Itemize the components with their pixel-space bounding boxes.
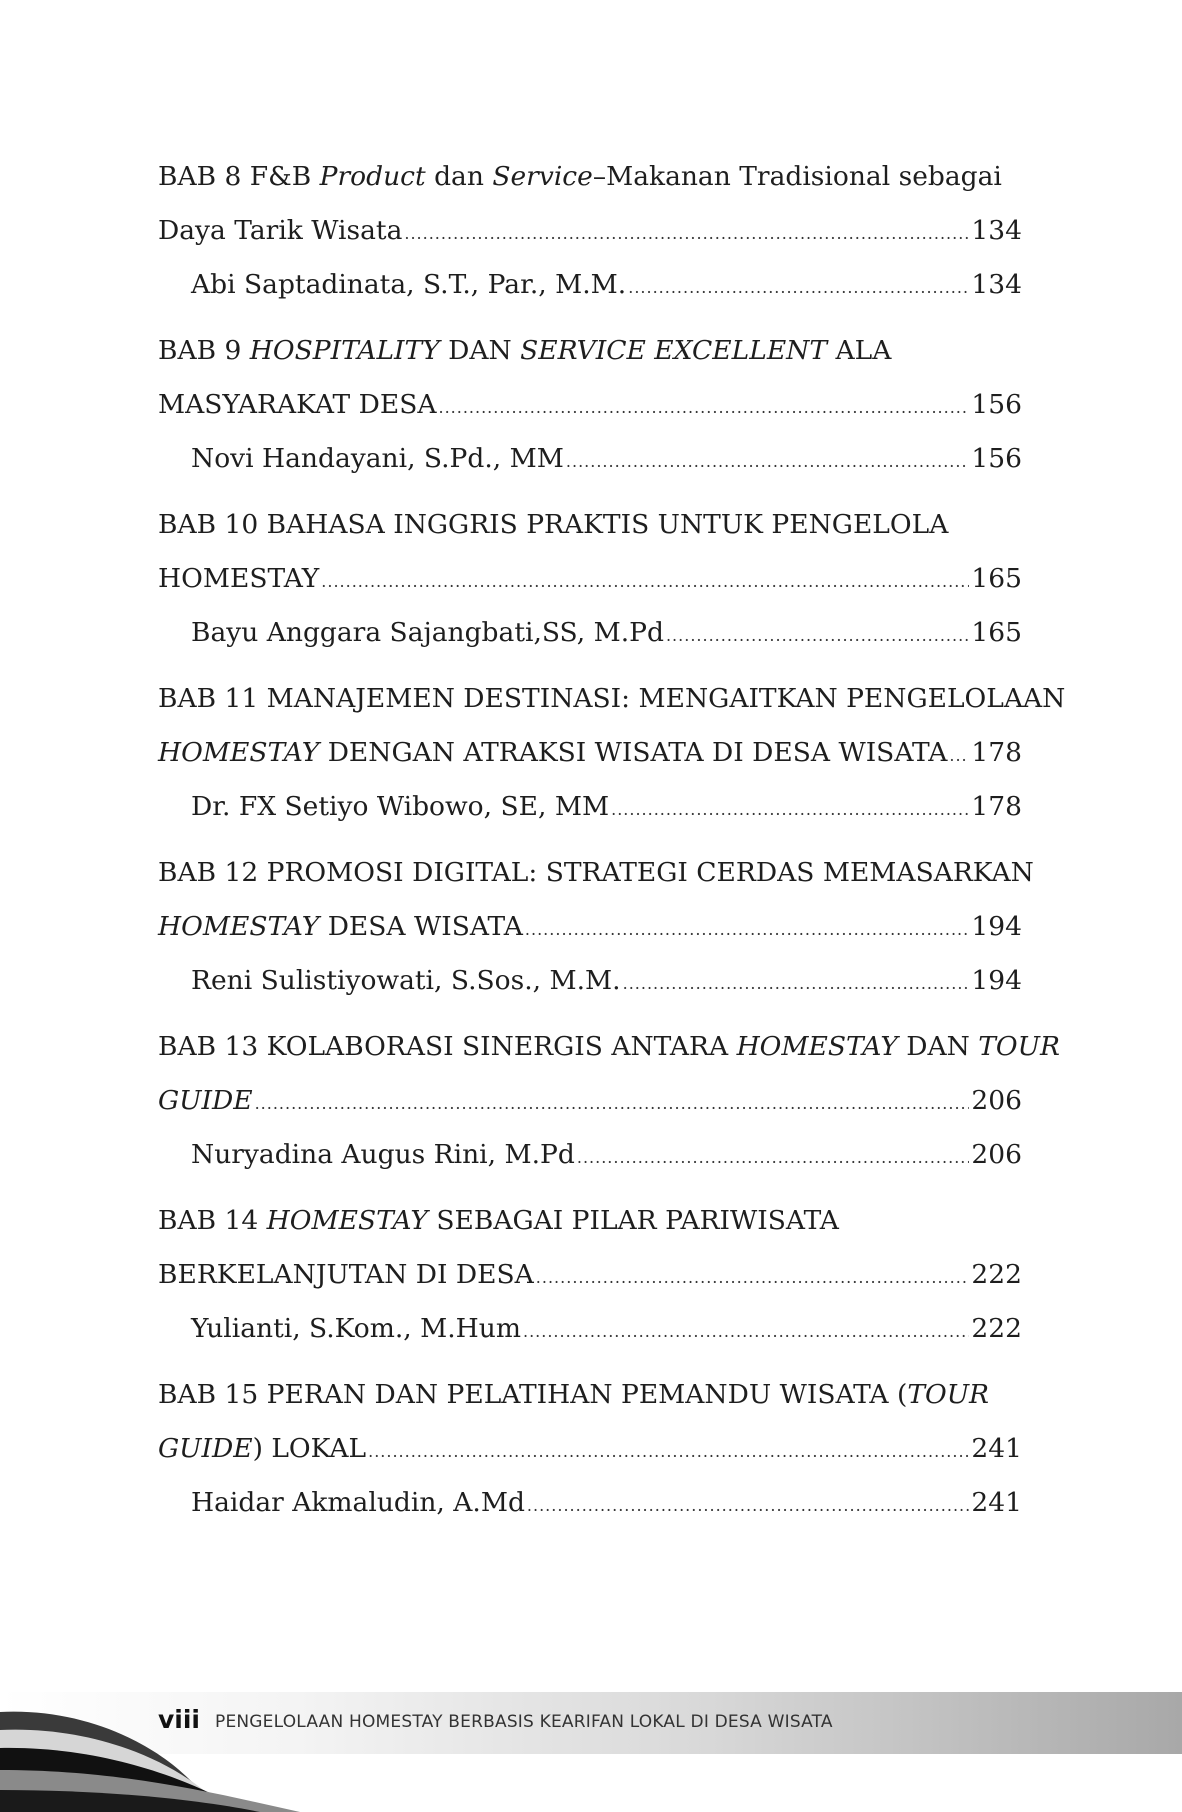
page-number: 206 bbox=[971, 1085, 1022, 1116]
page-number: 134 bbox=[971, 269, 1022, 300]
page-number: 165 bbox=[971, 617, 1022, 648]
toc-entry-bab-9 bbox=[158, 324, 1022, 486]
chapter-title-leader[interactable]: HOMESTAY DESA WISATA ..... 194 bbox=[158, 900, 1022, 954]
chapter-title-leader[interactable]: GUIDE) LOKAL ..... 241 bbox=[158, 1422, 1022, 1476]
page-number: 241 bbox=[971, 1433, 1022, 1464]
author-line[interactable]: Dr. FX Setiyo Wibowo, SE, MM ..... 178 bbox=[191, 780, 1022, 834]
chapter-title-leader[interactable]: Daya Tarik Wisata ..... 134 bbox=[158, 204, 1022, 258]
author-line[interactable]: Yulianti, S.Kom., M.Hum ..... 222 bbox=[191, 1302, 1022, 1356]
chapter-title-line: BAB 8 F&B Product dan Service–Makanan Tradisional sebagai bbox=[158, 161, 1002, 192]
author-line[interactable]: Haidar Akmaludin, A.Md ..... 241 bbox=[191, 1476, 1022, 1530]
toc-entry-bab-10 bbox=[158, 498, 1022, 660]
author-line[interactable]: Reni Sulistiyowati, S.Sos., M.M. ..... 194 bbox=[191, 954, 1022, 1008]
chapter-title-leader[interactable]: HOMESTAY ..... 165 bbox=[158, 552, 1022, 606]
chapter-title-line: BAB 11 MANAJEMEN DESTINASI: MENGAITKAN PENGELOLAAN bbox=[158, 683, 1066, 714]
page-number: 222 bbox=[971, 1259, 1022, 1290]
chapter-title-leader[interactable]: HOMESTAY DENGAN ATRAKSI WISATA DI DESA WISATA ..... 178 bbox=[158, 726, 1022, 780]
chapter-title-line: BAB 13 KOLABORASI SINERGIS ANTARA HOMESTAY DAN TOUR bbox=[158, 1031, 1060, 1062]
chapter-title-line: BAB 9 HOSPITALITY DAN SERVICE EXCELLENT ALA bbox=[158, 335, 892, 366]
page-number: 241 bbox=[971, 1487, 1022, 1518]
chapter-title-leader[interactable]: GUIDE ..... 206 bbox=[158, 1074, 1022, 1128]
chapter-title-line: BAB 12 PROMOSI DIGITAL: STRATEGI CERDAS MEMASARKAN bbox=[158, 857, 1034, 888]
toc-entry-bab-15 bbox=[158, 1368, 1022, 1530]
footer-page-number: viii bbox=[158, 1705, 201, 1734]
page-number: 134 bbox=[971, 215, 1022, 246]
page-number: 178 bbox=[971, 737, 1022, 768]
toc-entry-bab-14 bbox=[158, 1194, 1022, 1356]
page-number: 206 bbox=[971, 1139, 1022, 1170]
page-number: 156 bbox=[971, 389, 1022, 420]
toc-entry-bab-11 bbox=[158, 672, 1066, 834]
author-line[interactable]: Nuryadina Augus Rini, M.Pd ..... 206 bbox=[191, 1128, 1022, 1182]
author-line[interactable]: Abi Saptadinata, S.T., Par., M.M. ..... 134 bbox=[191, 258, 1022, 312]
chapter-title-leader[interactable]: MASYARAKAT DESA ..... 156 bbox=[158, 378, 1022, 432]
page-number: 222 bbox=[971, 1313, 1022, 1344]
page-number: 194 bbox=[971, 965, 1022, 996]
author-line[interactable]: Novi Handayani, S.Pd., MM ..... 156 bbox=[191, 432, 1022, 486]
chapter-title-leader[interactable]: BERKELANJUTAN DI DESA ..... 222 bbox=[158, 1248, 1022, 1302]
table-of-contents bbox=[158, 150, 1066, 1530]
toc-entry-bab-12 bbox=[158, 846, 1034, 1008]
chapter-title-line: BAB 15 PERAN DAN PELATIHAN PEMANDU WISATA (TOUR bbox=[158, 1379, 989, 1410]
footer-book-title: PENGELOLAAN HOMESTAY BERBASIS KEARIFAN LOKAL DI DESA WISATA bbox=[215, 1712, 833, 1732]
chapter-title-line: BAB 14 HOMESTAY SEBAGAI PILAR PARIWISATA bbox=[158, 1205, 839, 1236]
page-number: 165 bbox=[971, 563, 1022, 594]
chapter-title-line: BAB 10 BAHASA INGGRIS PRAKTIS UNTUK PENGELOLA bbox=[158, 509, 949, 540]
toc-entry-bab-13 bbox=[158, 1020, 1060, 1182]
author-line[interactable]: Bayu Anggara Sajangbati,SS, M.Pd ..... 165 bbox=[191, 606, 1022, 660]
toc-entry-bab-8 bbox=[158, 150, 1022, 312]
page-number: 194 bbox=[971, 911, 1022, 942]
page-number: 156 bbox=[971, 443, 1022, 474]
page-number: 178 bbox=[971, 791, 1022, 822]
